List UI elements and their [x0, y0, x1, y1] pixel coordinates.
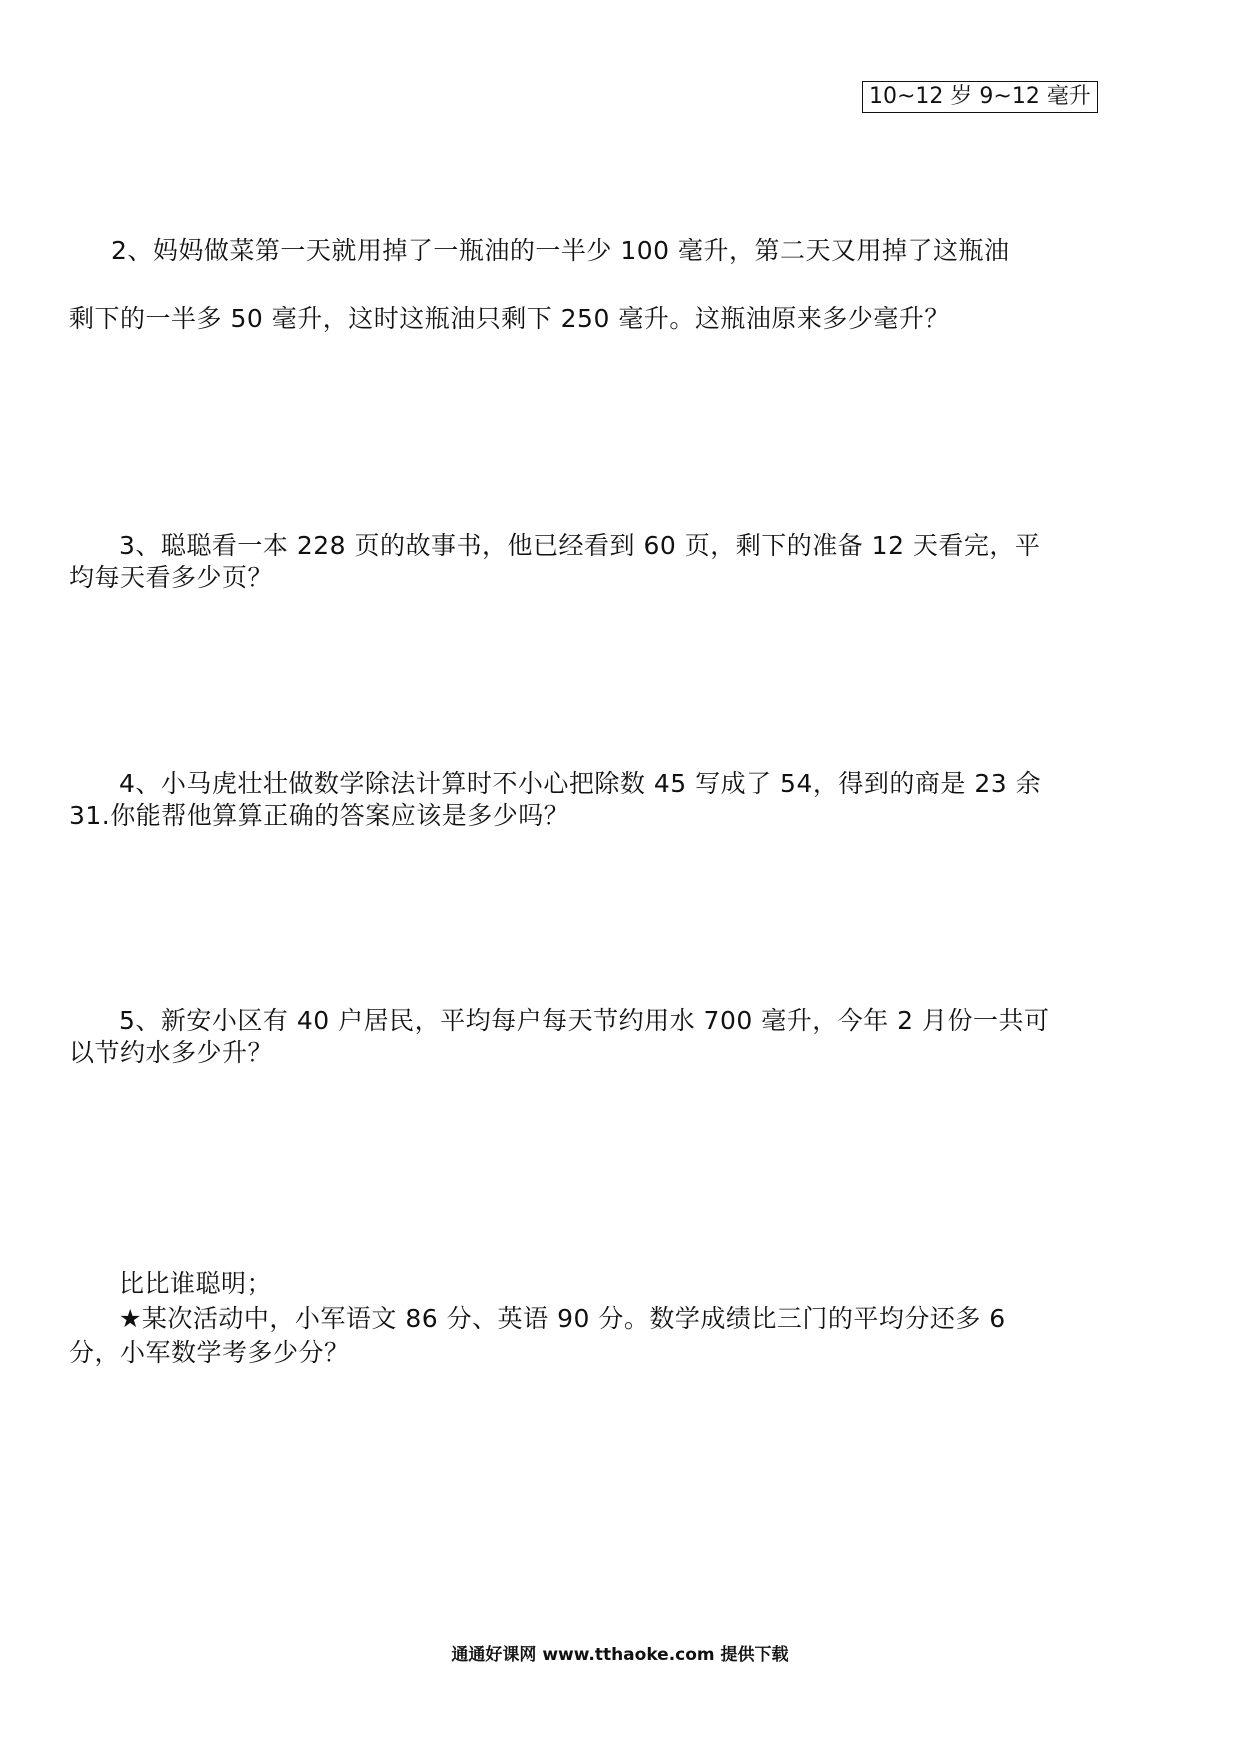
problem-3-line-2: 均每天看多少页？	[69, 563, 274, 592]
problem-2-line-2: 剩下的一半多 50 毫升，这时这瓶油只剩下 250 毫升。这瓶油原来多少毫升？	[69, 304, 950, 333]
challenge-line-2: 分，小军数学考多少分？	[69, 1338, 350, 1367]
footer-source-link: 通通好课网 www.tthaoke.com 提供下载	[451, 1645, 789, 1665]
challenge-heading: 比比谁聪明；	[119, 1269, 273, 1298]
problem-2-line-1: 2、妈妈做菜第一天就用掉了一瓶油的一半少 100 毫升，第二天又用掉了这瓶油	[111, 236, 1010, 265]
problem-5-line-2: 以节约水多少升？	[69, 1038, 274, 1067]
problem-3-line-1: 3、聪聪看一本 228 页的故事书，他已经看到 60 页，剩下的准备 12 天看完，平	[119, 531, 1041, 560]
age-dosage-note: 10~12 岁 9~12 毫升	[862, 81, 1098, 113]
problem-4-line-2: 31.你能帮他算算正确的答案应该是多少吗？	[69, 801, 570, 830]
problem-4-line-1: 4、小马虎壮壮做数学除法计算时不小心把除数 45 写成了 54，得到的商是 23 余	[119, 769, 1042, 798]
challenge-line-1: ★某次活动中，小军语文 86 分、英语 90 分。数学成绩比三门的平均分还多 6	[119, 1304, 1006, 1333]
problem-5-line-1: 5、新安小区有 40 户居民，平均每户每天节约用水 700 毫升，今年 2 月份一共可	[119, 1006, 1050, 1035]
